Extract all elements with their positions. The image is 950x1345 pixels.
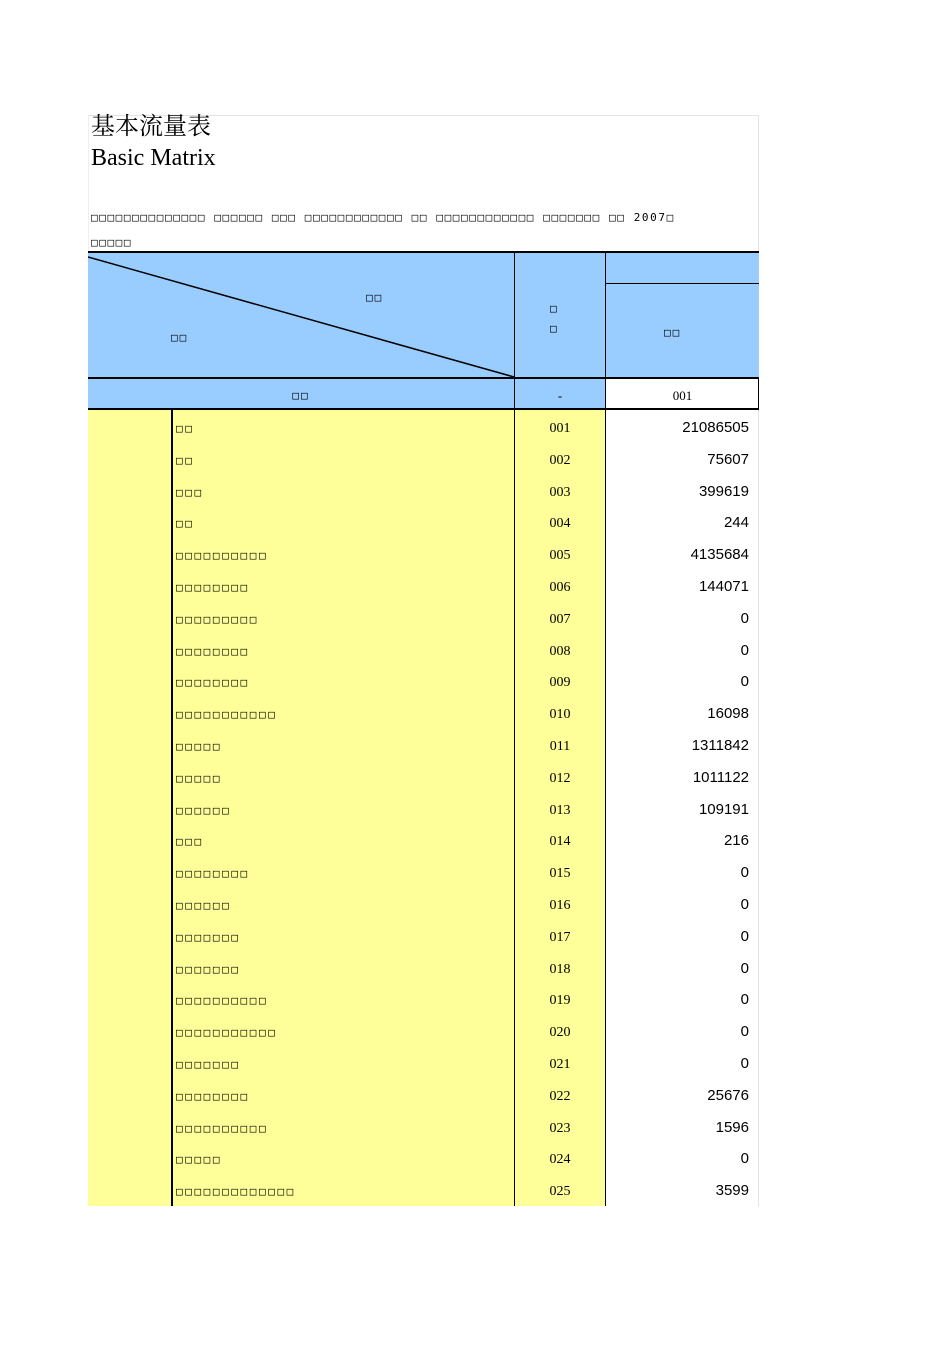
table-row bbox=[88, 792, 759, 824]
row-value: 0 bbox=[740, 1023, 749, 1041]
code-bar-code: - bbox=[557, 388, 563, 403]
row-name: □□□□□□□□□□ bbox=[176, 549, 269, 563]
row-name: □□□□□□□□□□ bbox=[176, 1121, 269, 1135]
row-code: 017 bbox=[549, 929, 571, 945]
table-row bbox=[88, 728, 759, 760]
row-code: 002 bbox=[549, 452, 571, 468]
row-name: □□□□□□□ bbox=[176, 962, 241, 976]
row-code: 007 bbox=[549, 611, 571, 627]
row-name: □□□□□□ bbox=[176, 803, 232, 817]
row-name: □□□□□ bbox=[176, 740, 223, 753]
row-name: □□□□□□□ bbox=[176, 930, 241, 944]
code-bar-divider-3 bbox=[758, 379, 759, 408]
table-row bbox=[88, 537, 759, 569]
row-value: 1596 bbox=[715, 1118, 749, 1136]
row-code: 015 bbox=[549, 866, 571, 882]
header-value-label: □□ bbox=[664, 326, 682, 339]
row-code: 003 bbox=[549, 484, 571, 500]
row-value: 0 bbox=[740, 864, 749, 882]
row-code: 001 bbox=[549, 421, 571, 436]
row-code: 020 bbox=[549, 1025, 571, 1041]
row-value: 109191 bbox=[698, 800, 749, 818]
table-row bbox=[88, 664, 759, 696]
table-row bbox=[88, 1173, 759, 1205]
row-code: 009 bbox=[549, 675, 571, 691]
table-row bbox=[88, 505, 759, 537]
row-code: 011 bbox=[549, 739, 571, 754]
code-bar-value: 001 bbox=[606, 379, 759, 408]
table-row bbox=[88, 982, 759, 1014]
table-row bbox=[88, 951, 759, 983]
row-name: □□ bbox=[176, 422, 195, 435]
row-name: □□□□□□□□□□□ bbox=[176, 1026, 278, 1040]
row-value: 0 bbox=[740, 1150, 749, 1168]
row-name: □□□□□□ bbox=[176, 899, 232, 912]
row-name: □□□□□□□□ bbox=[176, 644, 250, 658]
row-name: □□ bbox=[176, 517, 195, 531]
row-code: 023 bbox=[549, 1120, 571, 1136]
table-row bbox=[88, 887, 759, 919]
table-row bbox=[88, 1110, 759, 1142]
table-row bbox=[88, 919, 759, 951]
table-row bbox=[88, 410, 759, 442]
row-name: □□□□□ bbox=[176, 1153, 223, 1167]
row-value: 216 bbox=[723, 832, 749, 850]
table-row bbox=[88, 1014, 759, 1046]
header-code-label: □ □ bbox=[550, 302, 559, 335]
table-row bbox=[88, 760, 759, 792]
row-value: 75607 bbox=[707, 450, 749, 468]
row-name: □□□□□□□□□□□ bbox=[176, 708, 278, 722]
row-value: 0 bbox=[740, 609, 749, 627]
row-code: 024 bbox=[549, 1152, 571, 1168]
row-name: □□□ bbox=[176, 835, 204, 849]
title-english: Basic Matrix bbox=[91, 145, 216, 171]
table-row bbox=[88, 569, 759, 601]
row-code: 004 bbox=[549, 516, 571, 532]
row-value: 0 bbox=[740, 991, 749, 1009]
table-row bbox=[88, 633, 759, 665]
row-code: 014 bbox=[549, 834, 571, 850]
row-code: 012 bbox=[549, 770, 571, 786]
header-divider-code-right bbox=[605, 253, 606, 377]
row-code: 005 bbox=[549, 548, 571, 564]
row-code: 006 bbox=[549, 580, 571, 595]
row-code: 008 bbox=[549, 643, 571, 659]
row-value: 4135684 bbox=[690, 546, 749, 564]
row-value: 0 bbox=[740, 896, 749, 913]
data-rows bbox=[88, 410, 759, 1206]
row-value: 144071 bbox=[698, 578, 749, 595]
row-name: □□□□□□□□□□ bbox=[176, 994, 269, 1008]
row-code: 019 bbox=[549, 993, 571, 1009]
code-bar bbox=[88, 377, 759, 410]
row-value: 21086505 bbox=[682, 419, 749, 436]
row-name: □□□□□□□□ bbox=[176, 867, 250, 881]
row-value: 1311842 bbox=[691, 737, 749, 754]
row-name: □□□ bbox=[176, 485, 204, 499]
code-bar-label: □□ bbox=[292, 389, 310, 402]
table-row bbox=[88, 823, 759, 855]
row-name: □□□□□□□□□ bbox=[176, 612, 260, 626]
row-code: 021 bbox=[549, 1057, 571, 1072]
header-column-label: □□ bbox=[366, 291, 384, 304]
row-code: 010 bbox=[549, 707, 571, 723]
table-row bbox=[88, 601, 759, 633]
row-value: 16098 bbox=[707, 705, 749, 723]
row-value: 399619 bbox=[698, 482, 749, 500]
title-chinese: 基本流量表 bbox=[91, 112, 211, 140]
diagonal-divider bbox=[88, 253, 759, 377]
row-code: 018 bbox=[549, 961, 571, 977]
table-row bbox=[88, 442, 759, 474]
table-row bbox=[88, 1141, 759, 1173]
row-value: 0 bbox=[740, 641, 749, 659]
row-value: 0 bbox=[740, 959, 749, 977]
row-code: 022 bbox=[549, 1088, 571, 1104]
row-code: 025 bbox=[549, 1184, 571, 1200]
row-name: □□□□□ bbox=[176, 771, 223, 785]
header-divider-value-top bbox=[605, 283, 759, 284]
table-note-line-2: □□□□□ bbox=[91, 236, 133, 249]
table-header bbox=[88, 251, 759, 377]
table-note-line-1: □□□□□□□□□□□□□□ □□□□□□ □□□ □□□□□□□□□□□□ □□ □□□□□□□□□□□□ □□□□□□□ □□ 2007□ bbox=[91, 211, 675, 224]
row-code: 013 bbox=[549, 802, 571, 818]
table-row bbox=[88, 474, 759, 506]
row-value: 25676 bbox=[707, 1086, 749, 1104]
row-value: 0 bbox=[740, 673, 749, 691]
row-name: □□□□□□□□ bbox=[176, 1089, 250, 1103]
header-row-label: □□ bbox=[171, 331, 189, 344]
row-value: 244 bbox=[723, 514, 749, 532]
row-value: 1011122 bbox=[692, 768, 749, 786]
header-divider-code-left bbox=[514, 253, 515, 377]
row-value: 3599 bbox=[715, 1182, 749, 1200]
table-row bbox=[88, 696, 759, 728]
row-name: □□□□□□□□ bbox=[176, 581, 250, 594]
table-row bbox=[88, 1046, 759, 1078]
row-name: □□□□□□□ bbox=[176, 1058, 241, 1071]
row-code: 016 bbox=[549, 898, 571, 913]
row-name: □□□□□□□□ bbox=[176, 676, 250, 690]
row-name: □□□□□□□□□□□□□ bbox=[176, 1185, 296, 1199]
table-row bbox=[88, 855, 759, 887]
row-name: □□ bbox=[176, 453, 195, 467]
table-row bbox=[88, 1078, 759, 1110]
row-value: 0 bbox=[740, 927, 749, 945]
row-value: 0 bbox=[740, 1055, 749, 1072]
